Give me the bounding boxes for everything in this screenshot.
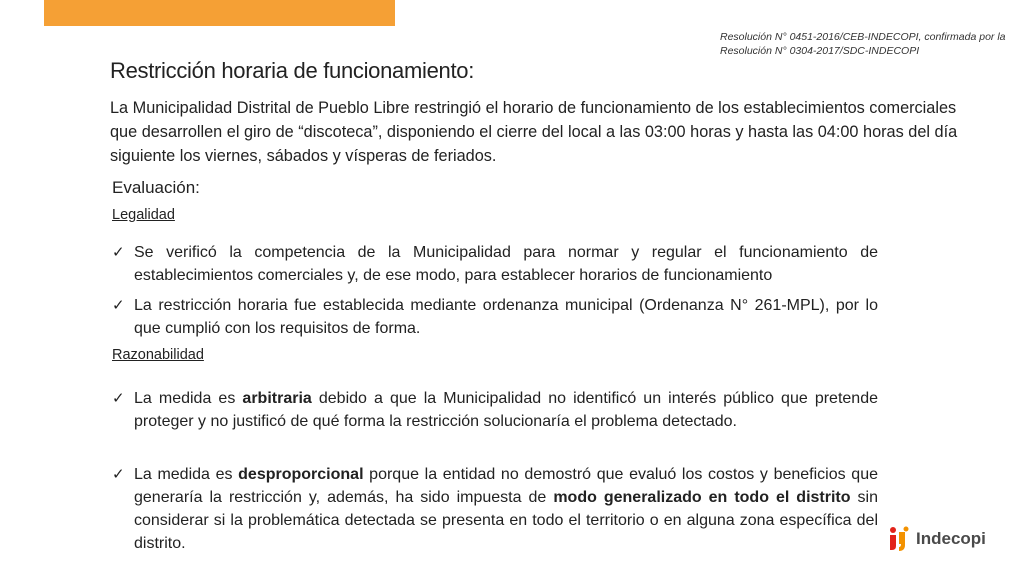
item-text-segment: La medida es (134, 466, 239, 483)
checkmark-icon: ✓ (112, 297, 125, 314)
razonabilidad-item-2-text (134, 463, 878, 555)
item-text-segment: sin considerar si la problemática detectada se presenta en todo el territorio o en alguna zona específica del distrito. (134, 489, 878, 552)
slide-title: Restricción horaria de funcionamiento: (110, 58, 475, 83)
legalidad-heading: Legalidad (112, 207, 175, 223)
legalidad-item-2 (112, 294, 878, 340)
evaluation-heading: Evaluación: (112, 178, 200, 197)
item-text-emphasis: desproporcional (238, 466, 364, 483)
item-text-segment: debido a que la Municipalidad no identificó un interés público que pretende proteger y no justificó de qué forma la restricción solucionaría el problema detectado. (134, 390, 878, 430)
checkmark-icon: ✓ (112, 390, 125, 407)
item-text-segment: La medida es (134, 390, 243, 407)
checkmark-icon: ✓ (112, 244, 125, 261)
indecopi-logo-text: Indecopi (916, 529, 986, 548)
razonabilidad-heading: Razonabilidad (112, 347, 204, 363)
intro-paragraph: La Municipalidad Distrital de Pueblo Libre restringió el horario de funcionamiento de los establecimientos comerciales que desarrollen el giro de “discoteca”, disponiendo el cierre del local a las 03:00 horas y hasta las 04:00 horas del día siguiente los viernes, sábados y vísperas de feriados. (110, 99, 958, 165)
legalidad-item-2-text: La restricción horaria fue establecida mediante ordenanza municipal (Ordenanza N° 261-MPL), por lo que cumplió con los requisitos de forma. (134, 297, 878, 337)
item-text-segment: porque la entidad no demostró que evaluó los costos y beneficios que generaría la restricción y, además, ha sido impuesta de (134, 466, 878, 506)
razonabilidad-item-1-text (134, 387, 878, 433)
razonabilidad-item-1 (112, 387, 878, 433)
indecopi-logo-icon (886, 526, 910, 552)
header-accent-bar (44, 0, 395, 26)
resolution-citation: Resolución N° 0451-2016/CEB-INDECOPI, confirmada por la Resolución N° 0304-2017/SDC-INDECOPI (720, 31, 1006, 57)
item-text-emphasis: modo generalizado en todo el distrito (553, 489, 851, 506)
checkmark-icon: ✓ (112, 466, 125, 483)
legalidad-item-1-text: Se verificó la competencia de la Municipalidad para normar y regular el funcionamiento de establecimientos comerciales y, de ese modo, para establecer horarios de funcionamiento (134, 244, 878, 284)
indecopi-logo (886, 526, 986, 552)
item-text-emphasis: arbitraria (242, 390, 312, 407)
legalidad-item-1 (112, 241, 878, 287)
razonabilidad-item-2 (112, 463, 878, 555)
